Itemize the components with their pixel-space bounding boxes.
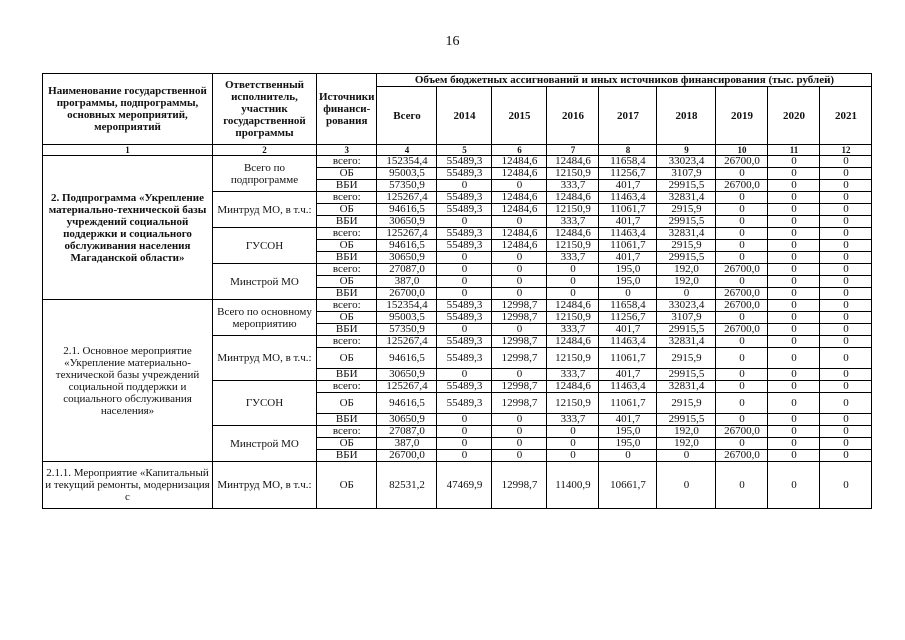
source-cell: всего: — [317, 300, 377, 312]
value-cell: 125267,4 — [377, 192, 437, 204]
value-cell: 0 — [768, 414, 820, 426]
value-cell: 0 — [716, 348, 768, 369]
value-cell: 0 — [820, 414, 872, 426]
value-cell: 0 — [768, 252, 820, 264]
value-cell: 0 — [768, 228, 820, 240]
table-row — [43, 300, 872, 312]
value-cell: 0 — [492, 438, 547, 450]
value-cell: 0 — [768, 450, 820, 462]
header-column-numbers — [43, 145, 872, 156]
value-cell: 0 — [820, 288, 872, 300]
row-name-cell: 2.1.1. Мероприятие «Капитальный и текущий ремонты, модернизация с — [43, 462, 213, 509]
executor-cell: Минтруд МО, в т.ч.: — [213, 192, 317, 228]
header-year: 2021 — [820, 87, 872, 145]
value-cell: 0 — [768, 300, 820, 312]
row-name-cell: 2. Подпрограмма «Укрепление материально-технической базы учреждений социальной поддержки и социального обслуживания населения Магаданской области» — [43, 156, 213, 300]
value-cell: 12150,9 — [547, 204, 599, 216]
value-cell: 0 — [492, 324, 547, 336]
value-cell: 29915,5 — [657, 216, 716, 228]
value-cell: 95003,5 — [377, 312, 437, 324]
header-year: 2017 — [599, 87, 657, 145]
value-cell: 0 — [547, 450, 599, 462]
source-cell: всего: — [317, 336, 377, 348]
value-cell: 152354,4 — [377, 300, 437, 312]
value-cell: 0 — [492, 252, 547, 264]
value-cell: 0 — [657, 462, 716, 509]
value-cell: 0 — [547, 276, 599, 288]
value-cell: 195,0 — [599, 438, 657, 450]
value-cell: 0 — [820, 276, 872, 288]
value-cell: 26700,0 — [377, 450, 437, 462]
value-cell: 26700,0 — [377, 288, 437, 300]
value-cell: 26700,0 — [716, 300, 768, 312]
value-cell: 26700,0 — [716, 426, 768, 438]
value-cell: 47469,9 — [437, 462, 492, 509]
value-cell: 0 — [820, 348, 872, 369]
value-cell: 11463,4 — [599, 336, 657, 348]
executor-cell: Минстрой МО — [213, 426, 317, 462]
header-year: Всего — [377, 87, 437, 145]
value-cell: 0 — [547, 426, 599, 438]
value-cell: 0 — [768, 336, 820, 348]
value-cell: 195,0 — [599, 426, 657, 438]
value-cell: 401,7 — [599, 324, 657, 336]
value-cell: 0 — [768, 438, 820, 450]
column-number: 12 — [820, 145, 872, 156]
value-cell: 95003,5 — [377, 168, 437, 180]
value-cell: 27087,0 — [377, 426, 437, 438]
value-cell: 26700,0 — [716, 288, 768, 300]
value-cell: 55489,3 — [437, 192, 492, 204]
value-cell: 55489,3 — [437, 240, 492, 252]
value-cell: 0 — [820, 312, 872, 324]
value-cell: 0 — [437, 276, 492, 288]
value-cell: 0 — [437, 264, 492, 276]
value-cell: 26700,0 — [716, 156, 768, 168]
source-cell: ВБИ — [317, 180, 377, 192]
value-cell: 0 — [547, 264, 599, 276]
value-cell: 0 — [716, 168, 768, 180]
column-number: 1 — [43, 145, 213, 156]
value-cell: 30650,9 — [377, 369, 437, 381]
value-cell: 0 — [657, 450, 716, 462]
value-cell: 0 — [768, 369, 820, 381]
value-cell: 0 — [768, 288, 820, 300]
value-cell: 12998,7 — [492, 300, 547, 312]
value-cell: 12484,6 — [547, 300, 599, 312]
header-year: 2020 — [768, 87, 820, 145]
value-cell: 12484,6 — [492, 168, 547, 180]
value-cell: 0 — [768, 240, 820, 252]
value-cell: 0 — [437, 414, 492, 426]
value-cell: 11463,4 — [599, 381, 657, 393]
source-cell: ОБ — [317, 204, 377, 216]
value-cell: 0 — [492, 426, 547, 438]
value-cell: 55489,3 — [437, 336, 492, 348]
value-cell: 125267,4 — [377, 381, 437, 393]
value-cell: 12484,6 — [492, 192, 547, 204]
value-cell: 333,7 — [547, 369, 599, 381]
value-cell: 0 — [820, 450, 872, 462]
source-cell: ВБИ — [317, 252, 377, 264]
value-cell: 12998,7 — [492, 348, 547, 369]
value-cell: 125267,4 — [377, 228, 437, 240]
header-year: 2016 — [547, 87, 599, 145]
value-cell: 0 — [437, 324, 492, 336]
value-cell: 2915,9 — [657, 240, 716, 252]
value-cell: 12484,6 — [547, 228, 599, 240]
source-cell: ВБИ — [317, 450, 377, 462]
column-number: 5 — [437, 145, 492, 156]
value-cell: 0 — [492, 216, 547, 228]
value-cell: 12484,6 — [492, 228, 547, 240]
value-cell: 11256,7 — [599, 168, 657, 180]
value-cell: 12998,7 — [492, 312, 547, 324]
value-cell: 333,7 — [547, 180, 599, 192]
value-cell: 0 — [716, 369, 768, 381]
value-cell: 0 — [820, 426, 872, 438]
column-number: 4 — [377, 145, 437, 156]
value-cell: 0 — [820, 300, 872, 312]
value-cell: 0 — [492, 276, 547, 288]
value-cell: 0 — [716, 252, 768, 264]
value-cell: 32831,4 — [657, 228, 716, 240]
value-cell: 29915,5 — [657, 180, 716, 192]
executor-cell: ГУСОН — [213, 381, 317, 426]
value-cell: 0 — [820, 156, 872, 168]
value-cell: 0 — [820, 438, 872, 450]
value-cell: 55489,3 — [437, 228, 492, 240]
value-cell: 0 — [716, 192, 768, 204]
value-cell: 0 — [716, 414, 768, 426]
value-cell: 12150,9 — [547, 168, 599, 180]
value-cell: 94616,5 — [377, 240, 437, 252]
value-cell: 10661,7 — [599, 462, 657, 509]
header-funding-group: Объем бюджетных ассигнований и иных источников финансирования (тыс. рублей) — [377, 74, 872, 87]
value-cell: 11463,4 — [599, 192, 657, 204]
value-cell: 11061,7 — [599, 393, 657, 414]
value-cell: 33023,4 — [657, 300, 716, 312]
value-cell: 152354,4 — [377, 156, 437, 168]
value-cell: 387,0 — [377, 438, 437, 450]
value-cell: 12484,6 — [492, 204, 547, 216]
value-cell: 0 — [716, 438, 768, 450]
source-cell: ВБИ — [317, 324, 377, 336]
value-cell: 0 — [820, 369, 872, 381]
value-cell: 12998,7 — [492, 393, 547, 414]
value-cell: 195,0 — [599, 264, 657, 276]
value-cell: 26700,0 — [716, 180, 768, 192]
header-source: Источники финанси-рования — [317, 74, 377, 145]
value-cell: 0 — [716, 228, 768, 240]
value-cell: 2915,9 — [657, 348, 716, 369]
value-cell: 0 — [820, 204, 872, 216]
value-cell: 94616,5 — [377, 393, 437, 414]
value-cell: 192,0 — [657, 426, 716, 438]
value-cell: 333,7 — [547, 414, 599, 426]
value-cell: 12150,9 — [547, 240, 599, 252]
value-cell: 0 — [437, 252, 492, 264]
value-cell: 29915,5 — [657, 369, 716, 381]
table-body — [43, 156, 872, 509]
value-cell: 57350,9 — [377, 324, 437, 336]
value-cell: 0 — [768, 462, 820, 509]
source-cell: ОБ — [317, 168, 377, 180]
value-cell: 0 — [716, 462, 768, 509]
value-cell: 94616,5 — [377, 348, 437, 369]
table-row — [43, 462, 872, 509]
source-cell: ОБ — [317, 462, 377, 509]
value-cell: 0 — [768, 156, 820, 168]
value-cell: 0 — [437, 369, 492, 381]
value-cell: 195,0 — [599, 276, 657, 288]
executor-cell: Всего по подпрограмме — [213, 156, 317, 192]
value-cell: 0 — [820, 228, 872, 240]
value-cell: 2915,9 — [657, 204, 716, 216]
value-cell: 0 — [768, 312, 820, 324]
value-cell: 333,7 — [547, 216, 599, 228]
page-number: 16 — [445, 34, 460, 49]
value-cell: 12998,7 — [492, 381, 547, 393]
value-cell: 26700,0 — [716, 324, 768, 336]
value-cell: 11061,7 — [599, 240, 657, 252]
value-cell: 0 — [768, 180, 820, 192]
column-number: 3 — [317, 145, 377, 156]
value-cell: 192,0 — [657, 276, 716, 288]
value-cell: 0 — [716, 381, 768, 393]
value-cell: 82531,2 — [377, 462, 437, 509]
value-cell: 0 — [492, 288, 547, 300]
value-cell: 11658,4 — [599, 300, 657, 312]
value-cell: 11658,4 — [599, 156, 657, 168]
value-cell: 29915,5 — [657, 414, 716, 426]
value-cell: 0 — [820, 168, 872, 180]
source-cell: ВБИ — [317, 288, 377, 300]
value-cell: 29915,5 — [657, 252, 716, 264]
header-executor: Ответственный исполнитель, участник государственной программы — [213, 74, 317, 145]
value-cell: 11400,9 — [547, 462, 599, 509]
value-cell: 12150,9 — [547, 393, 599, 414]
row-name-cell: 2.1. Основное мероприятие «Укрепление материально-технической базы учреждений социальной поддержки и социального обслуживания населения» — [43, 300, 213, 462]
value-cell: 0 — [820, 240, 872, 252]
value-cell: 12998,7 — [492, 462, 547, 509]
value-cell: 12484,6 — [547, 381, 599, 393]
value-cell: 401,7 — [599, 180, 657, 192]
value-cell: 30650,9 — [377, 252, 437, 264]
value-cell: 0 — [437, 180, 492, 192]
value-cell: 12484,6 — [492, 240, 547, 252]
value-cell: 0 — [820, 180, 872, 192]
column-number: 2 — [213, 145, 317, 156]
value-cell: 0 — [547, 288, 599, 300]
source-cell: ВБИ — [317, 369, 377, 381]
table-row — [43, 156, 872, 168]
value-cell: 0 — [437, 450, 492, 462]
value-cell: 0 — [768, 393, 820, 414]
value-cell: 333,7 — [547, 252, 599, 264]
value-cell: 0 — [820, 381, 872, 393]
value-cell: 0 — [437, 438, 492, 450]
value-cell: 401,7 — [599, 252, 657, 264]
value-cell: 0 — [547, 438, 599, 450]
value-cell: 0 — [716, 240, 768, 252]
value-cell: 192,0 — [657, 438, 716, 450]
source-cell: ВБИ — [317, 414, 377, 426]
source-cell: ОБ — [317, 438, 377, 450]
value-cell: 401,7 — [599, 369, 657, 381]
value-cell: 0 — [820, 216, 872, 228]
column-number: 6 — [492, 145, 547, 156]
source-cell: всего: — [317, 192, 377, 204]
value-cell: 32831,4 — [657, 381, 716, 393]
value-cell: 11061,7 — [599, 204, 657, 216]
value-cell: 0 — [437, 288, 492, 300]
value-cell: 11463,4 — [599, 228, 657, 240]
value-cell: 26700,0 — [716, 264, 768, 276]
value-cell: 0 — [716, 336, 768, 348]
value-cell: 0 — [768, 204, 820, 216]
value-cell: 12484,6 — [547, 156, 599, 168]
value-cell: 0 — [768, 192, 820, 204]
value-cell: 0 — [820, 462, 872, 509]
value-cell: 0 — [768, 426, 820, 438]
value-cell: 0 — [768, 264, 820, 276]
value-cell: 0 — [768, 324, 820, 336]
value-cell: 30650,9 — [377, 414, 437, 426]
value-cell: 55489,3 — [437, 348, 492, 369]
column-number: 9 — [657, 145, 716, 156]
value-cell: 0 — [716, 312, 768, 324]
value-cell: 12484,6 — [492, 156, 547, 168]
header-name: Наименование государственной программы, подпрограммы, основных мероприятий, мероприятий — [43, 74, 213, 145]
value-cell: 55489,3 — [437, 156, 492, 168]
value-cell: 55489,3 — [437, 312, 492, 324]
value-cell: 0 — [492, 369, 547, 381]
value-cell: 32831,4 — [657, 336, 716, 348]
source-cell: ОБ — [317, 348, 377, 369]
value-cell: 0 — [492, 414, 547, 426]
value-cell: 94616,5 — [377, 204, 437, 216]
header-year: 2018 — [657, 87, 716, 145]
header-year: 2015 — [492, 87, 547, 145]
value-cell: 12998,7 — [492, 336, 547, 348]
value-cell: 0 — [716, 276, 768, 288]
value-cell: 0 — [820, 264, 872, 276]
value-cell: 27087,0 — [377, 264, 437, 276]
value-cell: 57350,9 — [377, 180, 437, 192]
value-cell: 0 — [820, 393, 872, 414]
value-cell: 0 — [768, 216, 820, 228]
value-cell: 33023,4 — [657, 156, 716, 168]
value-cell: 0 — [768, 381, 820, 393]
source-cell: ОБ — [317, 276, 377, 288]
column-number: 8 — [599, 145, 657, 156]
value-cell: 192,0 — [657, 264, 716, 276]
value-cell: 0 — [768, 276, 820, 288]
value-cell: 0 — [716, 216, 768, 228]
value-cell: 0 — [492, 264, 547, 276]
value-cell: 0 — [768, 348, 820, 369]
executor-cell: Минтруд МО, в т.ч.: — [213, 336, 317, 381]
value-cell: 0 — [716, 204, 768, 216]
budget-table — [42, 73, 872, 509]
source-cell: ОБ — [317, 312, 377, 324]
value-cell: 0 — [657, 288, 716, 300]
value-cell: 12484,6 — [547, 192, 599, 204]
value-cell: 0 — [820, 336, 872, 348]
header-year: 2014 — [437, 87, 492, 145]
source-cell: ОБ — [317, 393, 377, 414]
source-cell: ОБ — [317, 240, 377, 252]
value-cell: 55489,3 — [437, 381, 492, 393]
executor-cell: Всего по основному мероприятию — [213, 300, 317, 336]
value-cell: 12150,9 — [547, 312, 599, 324]
source-cell: всего: — [317, 156, 377, 168]
value-cell: 0 — [820, 324, 872, 336]
value-cell: 0 — [820, 192, 872, 204]
column-number: 10 — [716, 145, 768, 156]
value-cell: 333,7 — [547, 324, 599, 336]
value-cell: 55489,3 — [437, 300, 492, 312]
value-cell: 0 — [599, 450, 657, 462]
value-cell: 3107,9 — [657, 168, 716, 180]
value-cell: 26700,0 — [716, 450, 768, 462]
value-cell: 11256,7 — [599, 312, 657, 324]
source-cell: всего: — [317, 228, 377, 240]
executor-cell: ГУСОН — [213, 228, 317, 264]
value-cell: 12484,6 — [547, 336, 599, 348]
value-cell: 0 — [820, 252, 872, 264]
header-year: 2019 — [716, 87, 768, 145]
value-cell: 387,0 — [377, 276, 437, 288]
value-cell: 0 — [599, 288, 657, 300]
executor-cell: Минстрой МО — [213, 264, 317, 300]
source-cell: всего: — [317, 381, 377, 393]
value-cell: 55489,3 — [437, 168, 492, 180]
value-cell: 125267,4 — [377, 336, 437, 348]
source-cell: ВБИ — [317, 216, 377, 228]
executor-cell: Минтруд МО, в т.ч.: — [213, 462, 317, 509]
value-cell: 32831,4 — [657, 192, 716, 204]
value-cell: 12150,9 — [547, 348, 599, 369]
source-cell: всего: — [317, 264, 377, 276]
value-cell: 0 — [437, 426, 492, 438]
column-number: 11 — [768, 145, 820, 156]
value-cell: 11061,7 — [599, 348, 657, 369]
value-cell: 29915,5 — [657, 324, 716, 336]
value-cell: 401,7 — [599, 414, 657, 426]
value-cell: 3107,9 — [657, 312, 716, 324]
value-cell: 0 — [768, 168, 820, 180]
value-cell: 0 — [492, 180, 547, 192]
value-cell: 55489,3 — [437, 393, 492, 414]
column-number: 7 — [547, 145, 599, 156]
value-cell: 401,7 — [599, 216, 657, 228]
value-cell: 0 — [437, 216, 492, 228]
value-cell: 55489,3 — [437, 204, 492, 216]
value-cell: 30650,9 — [377, 216, 437, 228]
source-cell: всего: — [317, 426, 377, 438]
value-cell: 0 — [716, 393, 768, 414]
value-cell: 2915,9 — [657, 393, 716, 414]
value-cell: 0 — [492, 450, 547, 462]
